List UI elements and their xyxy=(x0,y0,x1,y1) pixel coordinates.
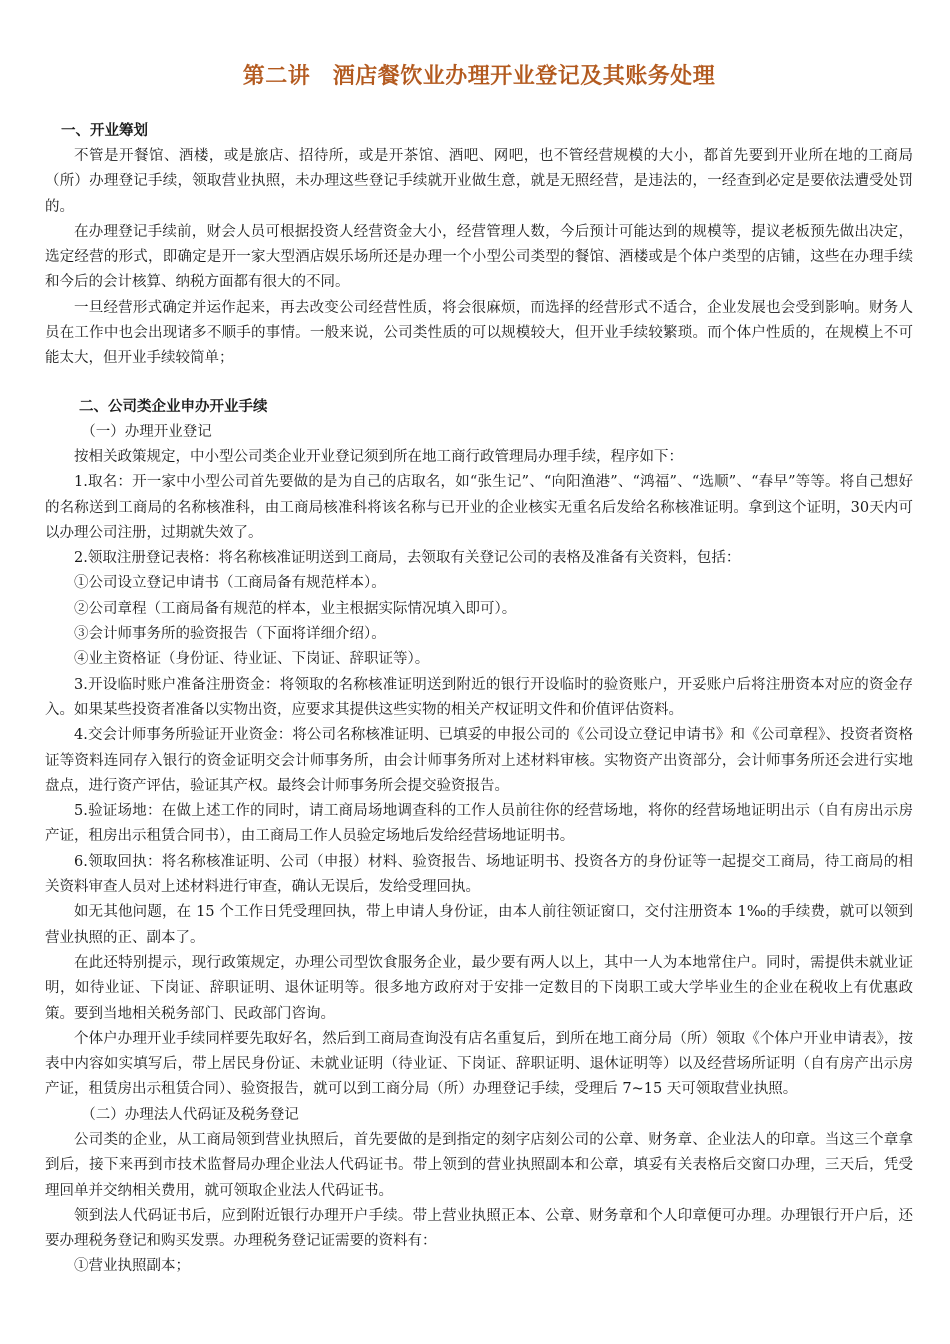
document-title: 第二讲 酒店餐饮业办理开业登记及其账务处理 xyxy=(242,63,716,89)
subsection-heading-tax-registration: （二）办理法人代码证及税务登记 xyxy=(81,1106,299,1123)
paragraph: 公司类的企业，从工商局领到营业执照后，首先要做的是到指定的刻字店刻公司的公章、财务章、企业法人的印章。当这三个章拿到后，接下来再到市技术监督局办理企业法人代码证书。带上领到的营业执照副本和公章，填妥有关表格后交窗口办理，三天后，凭受理回单并交纳相关费用，就可领取企业法人代码证书。 xyxy=(45,1131,913,1199)
document-page xyxy=(45,58,913,1280)
paragraph: 一旦经营形式确定并运作起来，再去改变公司经营性质，将会很麻烦，而选择的经营形式不适合，企业发展也会受到影响。财务人员在工作中也会出现诸多不顺手的事情。一般来说，公司类性质的可以规模较大，但开业手续较繁琐。而个体户性质的，在规模上不可能太大，但开业手续较简单； xyxy=(45,299,913,367)
list-item: ①营业执照副本； xyxy=(74,1258,190,1275)
paragraph: 6.领取回执：将名称核准证明、公司（申报）材料、验资报告、场地证明书、投资各方的身份证等一起提交工商局，待工商局的相关资料审查人员对上述材料进行审查，确认无误后，发给受理回执。 xyxy=(45,853,913,896)
paragraph: 不管是开餐馆、酒楼，或是旅店、招待所，或是开茶馆、酒吧、网吧，也不管经营规模的大小，都首先要到开业所在地的工商局（所）办理登记手续，领取营业执照，未办理这些登记手续就开业做生意，就是无照经营，是违法的，一经查到必定是要依法遭受处罚的。 xyxy=(45,148,913,215)
paragraph: 1.取名：开一家中小型公司首先要做的是为自己的店取名，如“张生记”、“向阳渔港”、“鸿福”、“选顺”、“春早”等等。将自己想好的名称送到工商局的名称核准科，由工商局核准科将该名称与已开业的企业核实无重名后发给名称核准证明。拿到这个证明，30天内可以办理公司注册，过期就失效了。 xyxy=(45,474,913,541)
paragraph: 2.领取注册登记表格：将名称核准证明送到工商局，去领取有关登记公司的表格及准备有关资料，包括： xyxy=(74,550,741,567)
paragraph: 如无其他问题，在 15 个工作日凭受理回执，带上申请人身份证，由本人前往领证窗口，交付注册资本 1‰的手续费，就可以领到营业执照的正、副本了。 xyxy=(45,904,913,946)
paragraph: 4.交会计师事务所验证开业资金：将公司名称核准证明、已填妥的申报公司的《公司设立登记申请书》和《公司章程》、投资者资格证等资料连同存入银行的资金证明交会计师事务所，由会计师事务所对上述材料审核。实物资产出资部分，会计师事务所还会进行实地盘点，进行资产评估，验证其产权。最终会计师事务所会提交验资报告。 xyxy=(45,727,913,794)
subsection-heading-registration: （一）办理开业登记 xyxy=(81,423,212,440)
paragraph: 领到法人代码证书后，应到附近银行办理开户手续。带上营业执照正本、公章、财务章和个人印章便可办理。办理银行开户后，还要办理税务登记和购买发票。办理税务登记证需要的资料有： xyxy=(45,1207,913,1250)
paragraph: 个体户办理开业手续同样要先取好名，然后到工商局查询没有店名重复后，到所在地工商分局（所）领取《个体户开业申请表》，按表中内容如实填写后，带上居民身份证、未就业证明（待业证、下岗证、辞职证明、退休证明等）以及经营场所证明（自有房产出示房产证，租赁房出示租赁合同）、验资报告，就可以到工商分局（所）办理登记手续，受理后 7~15 天可领取营业执照。 xyxy=(45,1030,913,1098)
list-item: ①公司设立登记申请书（工商局备有规范样本）。 xyxy=(74,575,386,592)
paragraph: 在此还特别提示，现行政策规定，办理公司型饮食服务企业，最少要有两人以上，其中一人为本地常住户。同时，需提供未就业证明，如待业证、下岗证、辞职证明、退休证明等。很多地方政府对于安排一定数目的下岗职工或大学毕业生的企业在税收上有优惠政策。要到当地相关税务部门、民政部门咨询。 xyxy=(45,954,913,1022)
list-item: ④业主资格证（身份证、待业证、下岗证、辞职证等）。 xyxy=(74,651,430,668)
list-item: ②公司章程（工商局备有规范的样本，业主根据实际情况填入即可）。 xyxy=(74,600,517,617)
paragraph: 5.验证场地：在做上述工作的同时，请工商局场地调查科的工作人员前往你的经营场地，将你的经营场地证明出示（自有房出示房产证，租房出示租赁合同书），由工商局工作人员验定场地后发给经营场地证明书。 xyxy=(45,803,913,845)
paragraph: 3.开设临时账户准备注册资金：将领取的名称核准证明送到附近的银行开设临时的验资账户，开妥账户后将注册资本对应的资金存入。如果某些投资者准备以实物出资，应要求其提供这些实物的相关产权证明文件和价值评估资料。 xyxy=(45,676,913,718)
section-heading-company-registration: 二、公司类企业申办开业手续 xyxy=(79,397,268,415)
paragraph: 在办理登记手续前，财会人员可根据投资人经营资金大小，经营管理人数，今后预计可能达到的规模等，提议老板预先做出决定，选定经营的形式，即确定是开一家大型酒店娱乐场所还是办理一个小型公司类型的餐馆、酒楼或是个体户类型的店铺，这些在办理手续和今后的会计核算、纳税方面都有很大的不同。 xyxy=(45,223,913,291)
paragraph: 按相关政策规定，中小型公司类企业开业登记须到所在地工商行政管理局办理手续，程序如下： xyxy=(74,448,683,465)
list-item: ③会计师事务所的验资报告（下面将详细介绍）。 xyxy=(74,626,386,643)
section-heading-planning: 一、开业筹划 xyxy=(61,122,148,139)
